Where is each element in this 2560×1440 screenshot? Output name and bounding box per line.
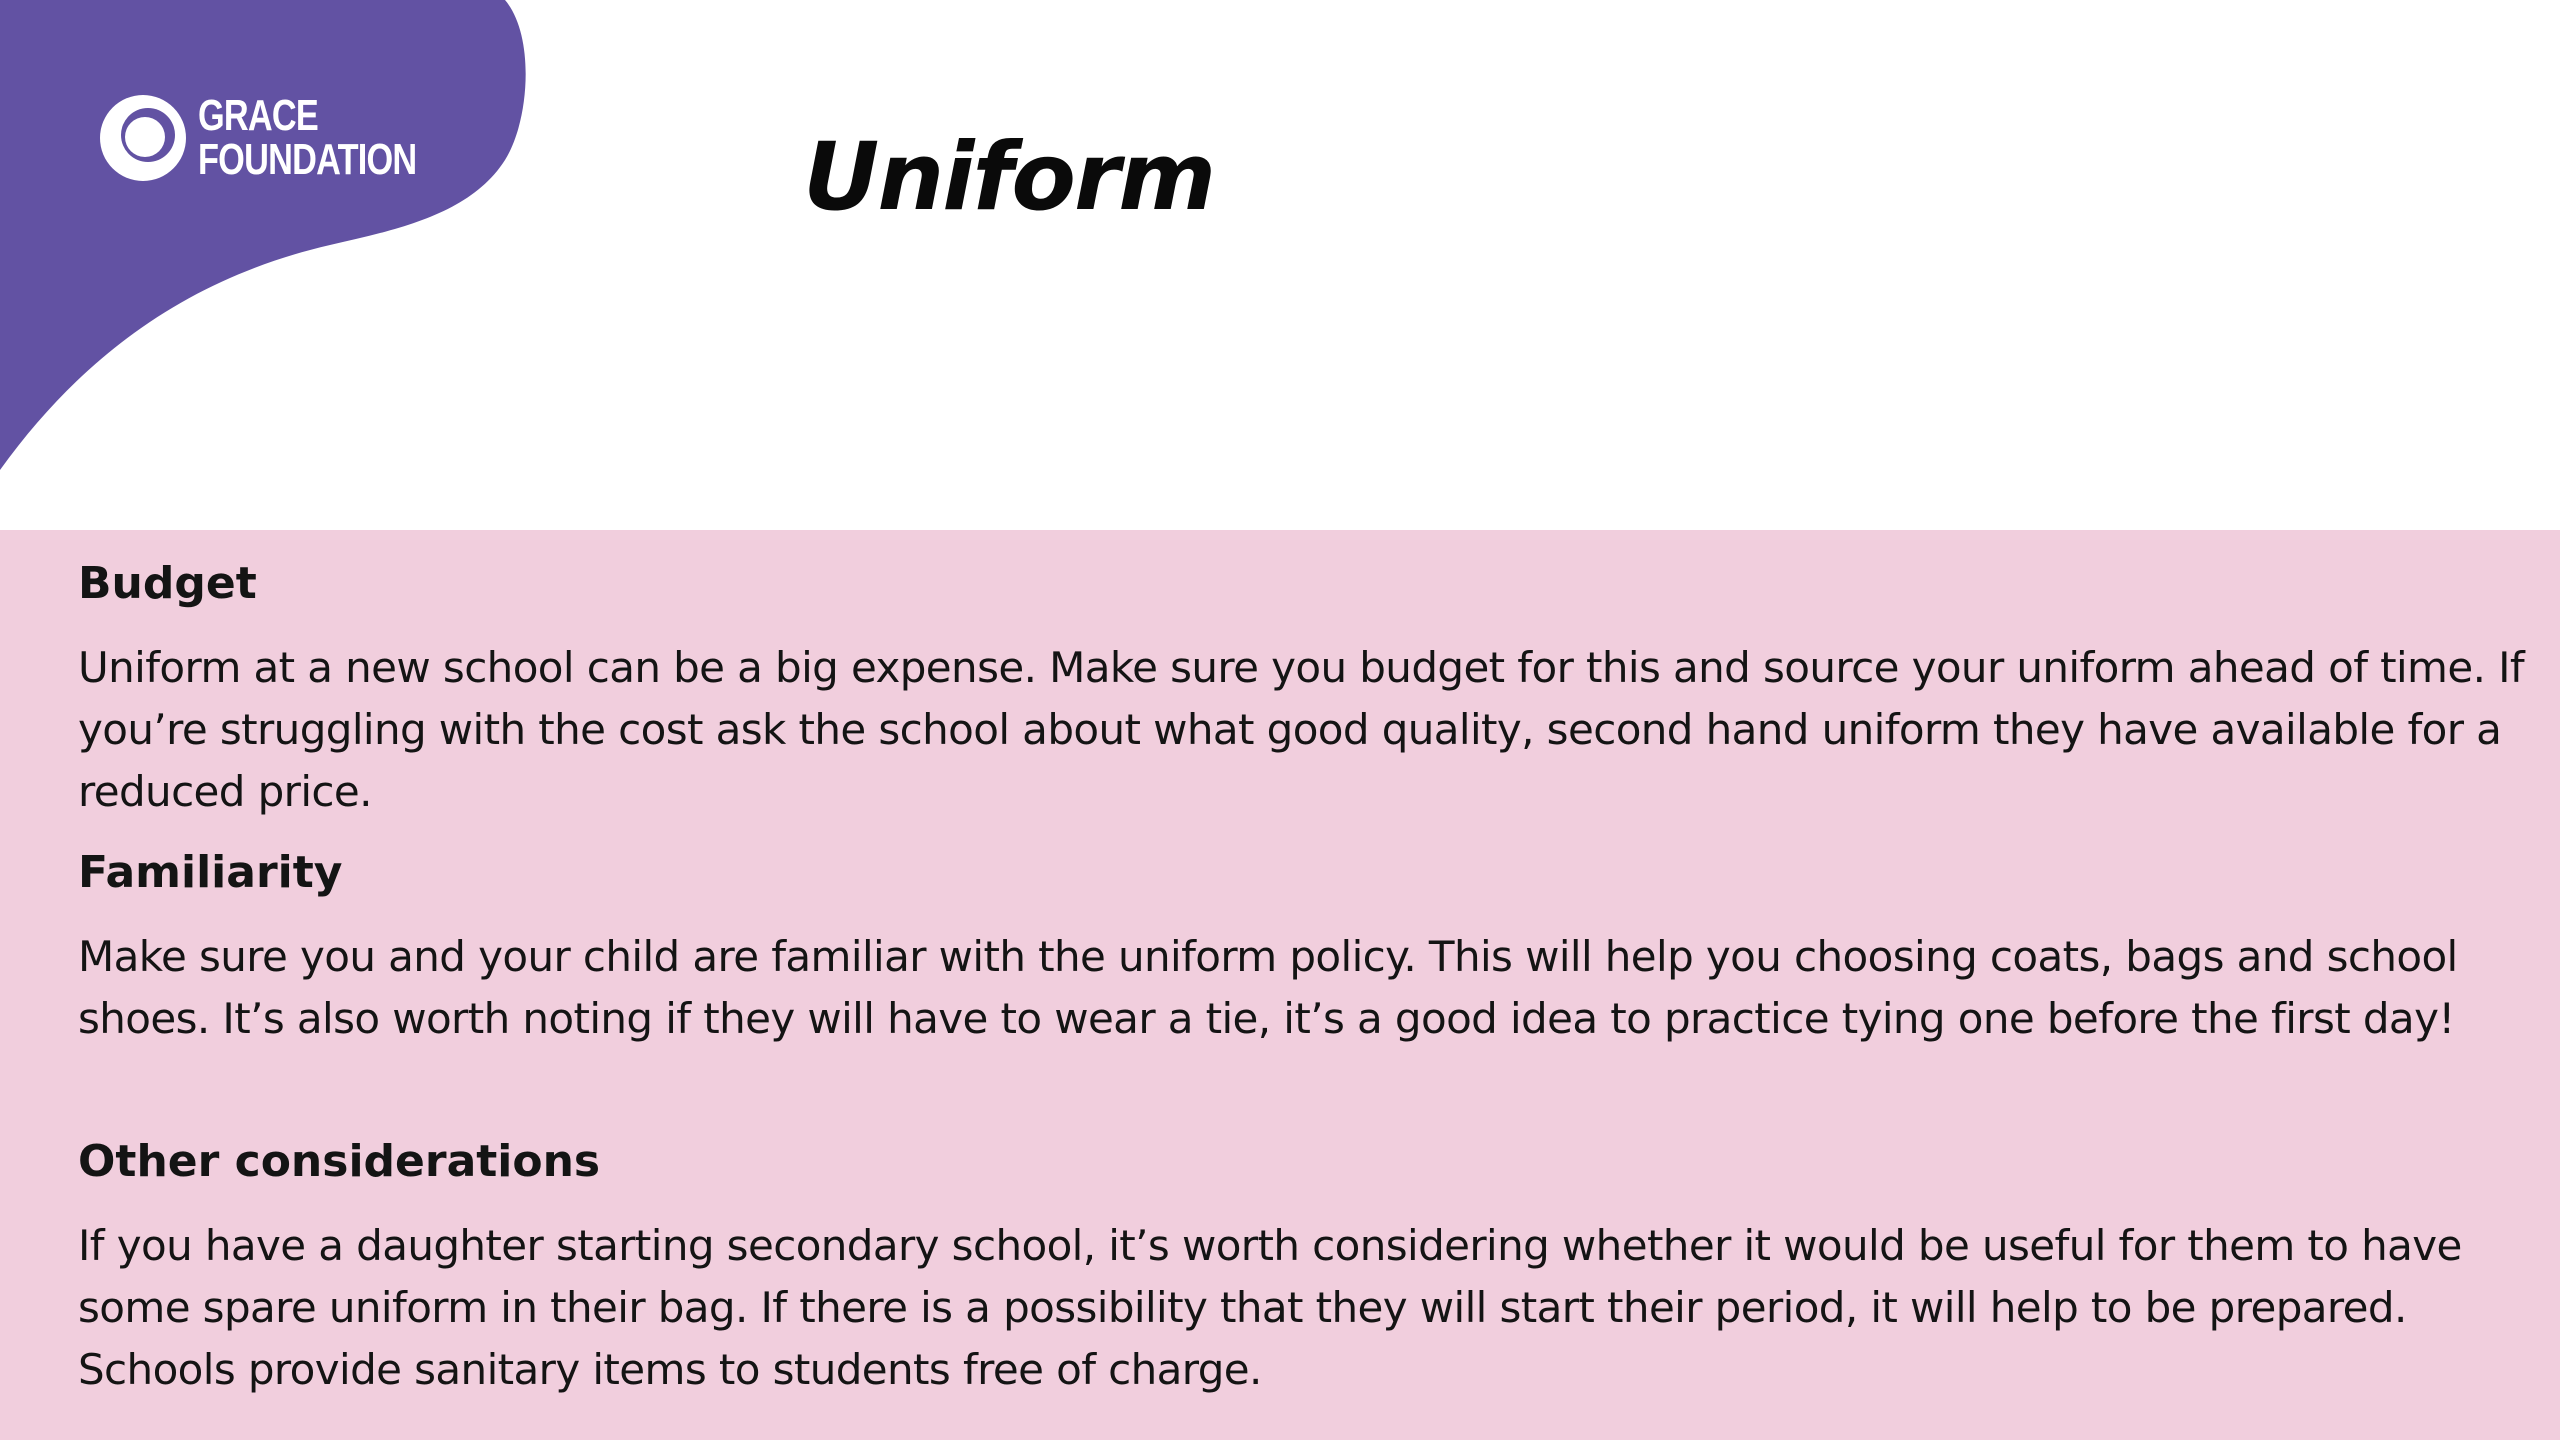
section-body-budget: Uniform at a new school can be a big expense. Make sure you budget for this and source your uniform ahead of time. If you’re struggling with the cost ask the school about what good quality, second hand uniform they have available for a reduced price. — [78, 643, 2525, 816]
grace-foundation-logo — [98, 88, 438, 188]
section-body-other-considerations: If you have a daughter starting secondary school, it’s worth considering whether it would be useful for them to have some spare uniform in their bag. If there is a possibility that they will start their period, it will help to be prepared. Schools provide sanitary items to students free of charge. — [78, 1221, 2462, 1394]
content-panel — [0, 530, 2560, 1440]
section-heading-budget: Budget — [78, 558, 257, 609]
logo-line-1: GRACE — [198, 91, 319, 140]
section-body-familiarity: Make sure you and your child are familiar with the uniform policy. This will help you choosing coats, bags and school shoes. It’s also worth noting if they will have to wear a tie, it’s a good idea to practice tying one before the first day! — [78, 932, 2458, 1043]
section-heading-other-considerations: Other considerations — [78, 1136, 601, 1187]
purple-corner-shape — [0, 0, 560, 480]
logo-line-2: FOUNDATION — [198, 135, 417, 184]
ring-logo-icon — [98, 93, 188, 183]
logo-wordmark — [198, 91, 417, 184]
section-heading-familiarity: Familiarity — [78, 847, 343, 898]
page-title: Uniform — [803, 123, 1215, 232]
